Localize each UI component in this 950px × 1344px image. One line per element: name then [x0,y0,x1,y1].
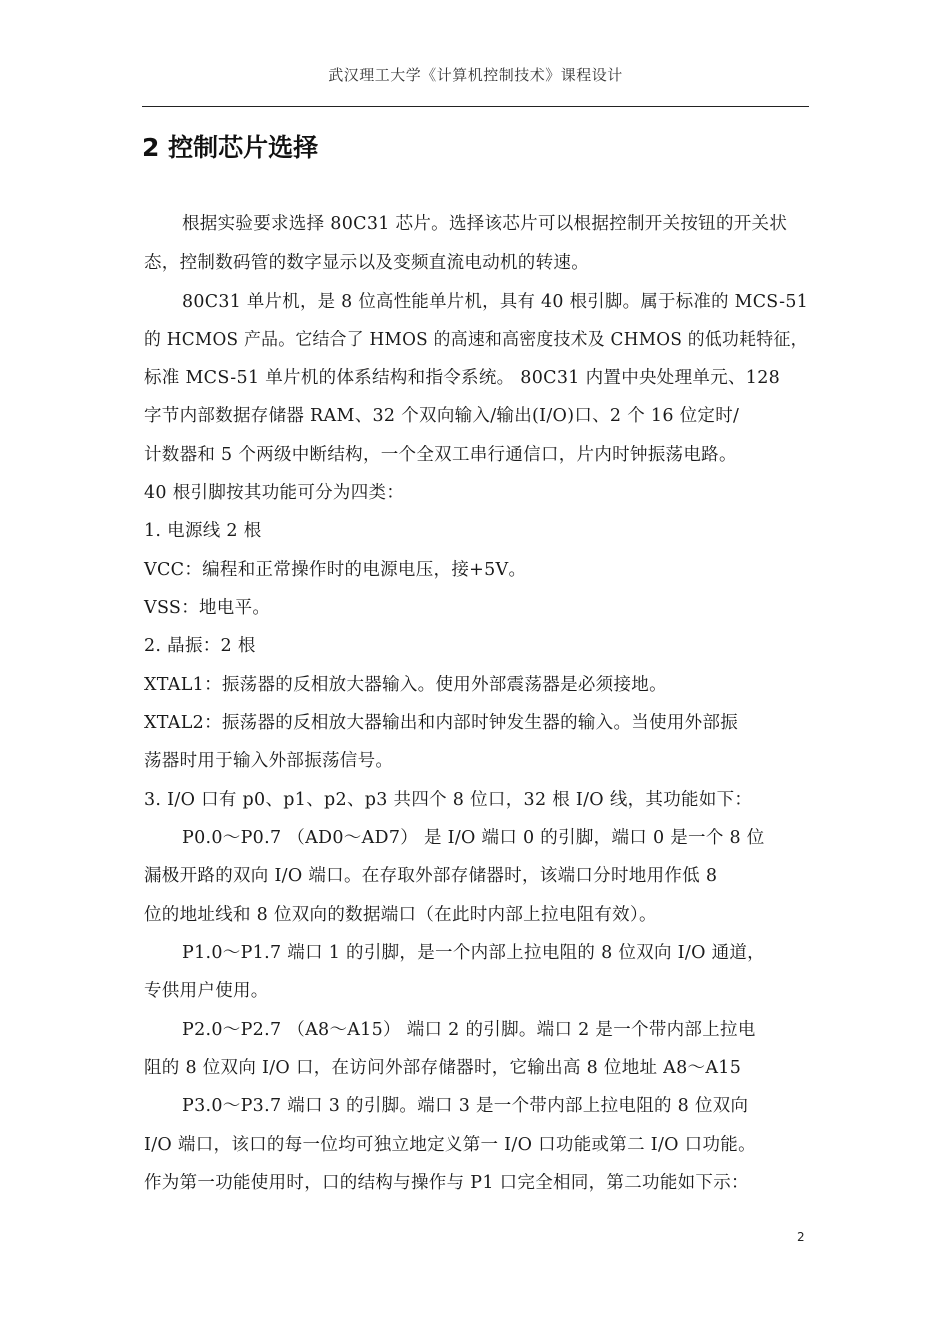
body-line: XTAL1：振荡器的反相放大器输入。使用外部震荡器是必须接地。 [144,675,667,695]
body-line: 作为第一功能使用时，口的结构与操作与 P1 口完全相同，第二功能如下示： [144,1173,749,1193]
body-line: I/O 端口，该口的每一位均可独立地定义第一 I/O 口功能或第二 I/O 口功能。 [144,1135,756,1155]
body-line: 专供用户使用。 [144,981,269,1001]
body-line: 标准 MCS-51 单片机的体系结构和指令系统。 80C31 内置中央处理单元、128 [144,368,781,388]
body-line: 态，控制数码管的数字显示以及变频直流电动机的转速。 [144,253,589,273]
body-line: 根据实验要求选择 80C31 芯片。选择该芯片可以根据控制开关按钮的开关状 [182,214,788,234]
body-line: 荡器时用于输入外部振荡信号。 [144,751,394,771]
list-heading: 3. I/O 口有 p0、p1、p2、p3 共四个 8 位口，32 根 I/O 线，其功能如下： [144,790,753,810]
body-line: 计数器和 5 个两级中断结构，一个全双工串行通信口，片内时钟振荡电路。 [144,445,737,465]
section-title: 2 控制芯片选择 [142,133,319,162]
list-heading: 1. 电源线 2 根 [144,521,262,541]
body-line: XTAL2：振荡器的反相放大器输出和内部时钟发生器的输入。当使用外部振 [144,713,739,733]
body-line: P0.0～P0.7 （AD0～AD7） 是 I/O 端口 0 的引脚，端口 0 是一个 8 位 [182,828,765,848]
body-line: 80C31 单片机，是 8 位高性能单片机，具有 40 根引脚。属于标准的 MCS-51 [182,292,809,312]
body-line: VCC：编程和正常操作时的电源电压，接+5V。 [144,560,527,580]
body-line: 字节内部数据存储器 RAM、32 个双向输入/输出(I/O)口、2 个 16 位定时/ [144,406,740,426]
header-divider [142,106,809,107]
list-heading: 2. 晶振：2 根 [144,636,256,656]
body-line: VSS：地电平。 [144,598,271,618]
body-line: 40 根引脚按其功能可分为四类： [144,483,405,503]
page-number: 2 [797,1230,805,1244]
body-line: P1.0～P1.7 端口 1 的引脚，是一个内部上拉电阻的 8 位双向 I/O 通道， [182,943,765,963]
body-line: 的 HCMOS 产品。它结合了 HMOS 的高速和高密度技术及 CHMOS 的低功耗特征， [144,330,808,350]
body-line: P2.0～P2.7 （A8～A15） 端口 2 的引脚。端口 2 是一个带内部上拉电 [182,1020,756,1040]
body-line: 漏极开路的双向 I/O 端口。在存取外部存储器时，该端口分时地用作低 8 [144,866,718,886]
body-line: 阻的 8 位双向 I/O 口，在访问外部存储器时，它输出高 8 位地址 A8～A15 [144,1058,742,1078]
page-header: 武汉理工大学《计算机控制技术》课程设计 [328,66,623,84]
body-line: P3.0～P3.7 端口 3 的引脚。端口 3 是一个带内部上拉电阻的 8 位双向 [182,1096,749,1116]
body-line: 位的地址线和 8 位双向的数据端口（在此时内部上拉电阻有效）。 [144,905,657,925]
